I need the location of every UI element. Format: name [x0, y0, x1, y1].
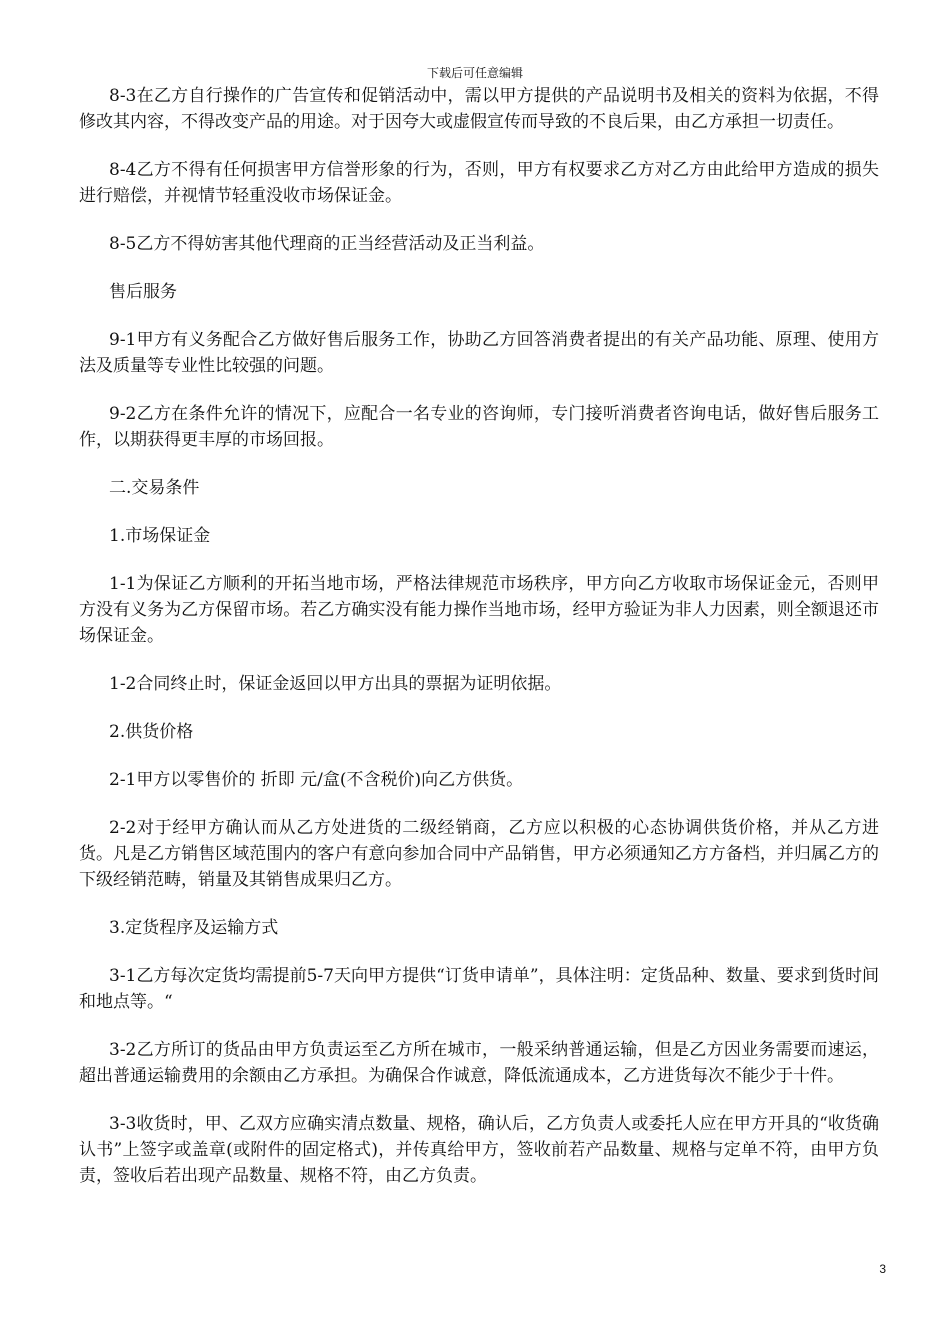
paragraph-8-4: 8-4乙方不得有任何损害甲方信誉形象的行为，否则，甲方有权要求乙方对乙方由此给甲方造成的损失进行赔偿，并视情节轻重没收市场保证金。	[79, 160, 879, 206]
subheading-ordering-shipping: 3.定货程序及运输方式	[109, 918, 279, 938]
paragraph-9-1: 9-1甲方有义务配合乙方做好售后服务工作，协助乙方回答消费者提出的有关产品功能、原理、使用方法及质量等专业性比较强的问题。	[79, 330, 879, 376]
paragraph-1-1: 1-1为保证乙方顺利的开拓当地市场，严格法律规范市场秩序，甲方向乙方收取市场保证金元，否则甲方没有义务为乙方保留市场。若乙方确实没有能力操作当地市场，经甲方验证为非人力因素，则全额退还市场保证金。	[79, 574, 879, 646]
section-heading-trade-terms: 二.交易条件	[109, 478, 200, 498]
section-heading-after-sales: 售后服务	[109, 282, 177, 302]
paragraph-9-2: 9-2乙方在条件允许的情况下，应配合一名专业的咨询师，专门接听消费者咨询电话，做好售后服务工作，以期获得更丰厚的市场回报。	[79, 404, 879, 450]
subheading-supply-price: 2.供货价格	[109, 722, 194, 742]
paragraph-3-1: 3-1乙方每次定货均需提前5-7天向甲方提供“订货申请单”，具体注明：定货品种、数量、要求到货时间和地点等。“	[79, 966, 879, 1012]
paragraph-3-3: 3-3收货时，甲、乙双方应确实清点数量、规格，确认后，乙方负责人或委托人应在甲方开具的“收货确认书”上签字或盖章(或附件的固定格式)，并传真给甲方，签收前若产品数量、规格与定单不符，由甲方负责，签收后若出现产品数量、规格不符，由乙方负责。	[79, 1114, 879, 1186]
page-number: 3	[879, 1262, 886, 1276]
subheading-deposit: 1.市场保证金	[109, 526, 211, 546]
paragraph-2-2: 2-2对于经甲方确认而从乙方处进货的二级经销商，乙方应以积极的心态协调供货价格，并从乙方进货。凡是乙方销售区域范围内的客户有意向参加合同中产品销售，甲方必须通知乙方方备档，并归属乙方的下级经销范畴，销量及其销售成果归乙方。	[79, 818, 879, 890]
paragraph-1-2: 1-2合同终止时，保证金返回以甲方出具的票据为证明依据。	[109, 674, 562, 694]
document-body	[79, 83, 879, 1211]
paragraph-2-1: 2-1甲方以零售价的 折即 元/盒(不含税价)向乙方供货。	[109, 770, 524, 790]
paragraph-8-5: 8-5乙方不得妨害其他代理商的正当经营活动及正当利益。	[109, 234, 545, 254]
paragraph-8-3: 8-3在乙方自行操作的广告宣传和促销活动中，需以甲方提供的产品说明书及相关的资料为依据，不得修改其内容，不得改变产品的用途。对于因夸大或虚假宣传而导致的不良后果，由乙方承担一切责任。	[79, 86, 879, 132]
paragraph-3-2: 3-2乙方所订的货品由甲方负责运至乙方所在城市，一般采纳普通运输，但是乙方因业务需要而速运，超出普通运输费用的余额由乙方承担。为确保合作诚意，降低流通成本，乙方进货每次不能少于十件。	[79, 1040, 879, 1086]
page-header: 下载后可任意编辑	[426, 66, 523, 80]
